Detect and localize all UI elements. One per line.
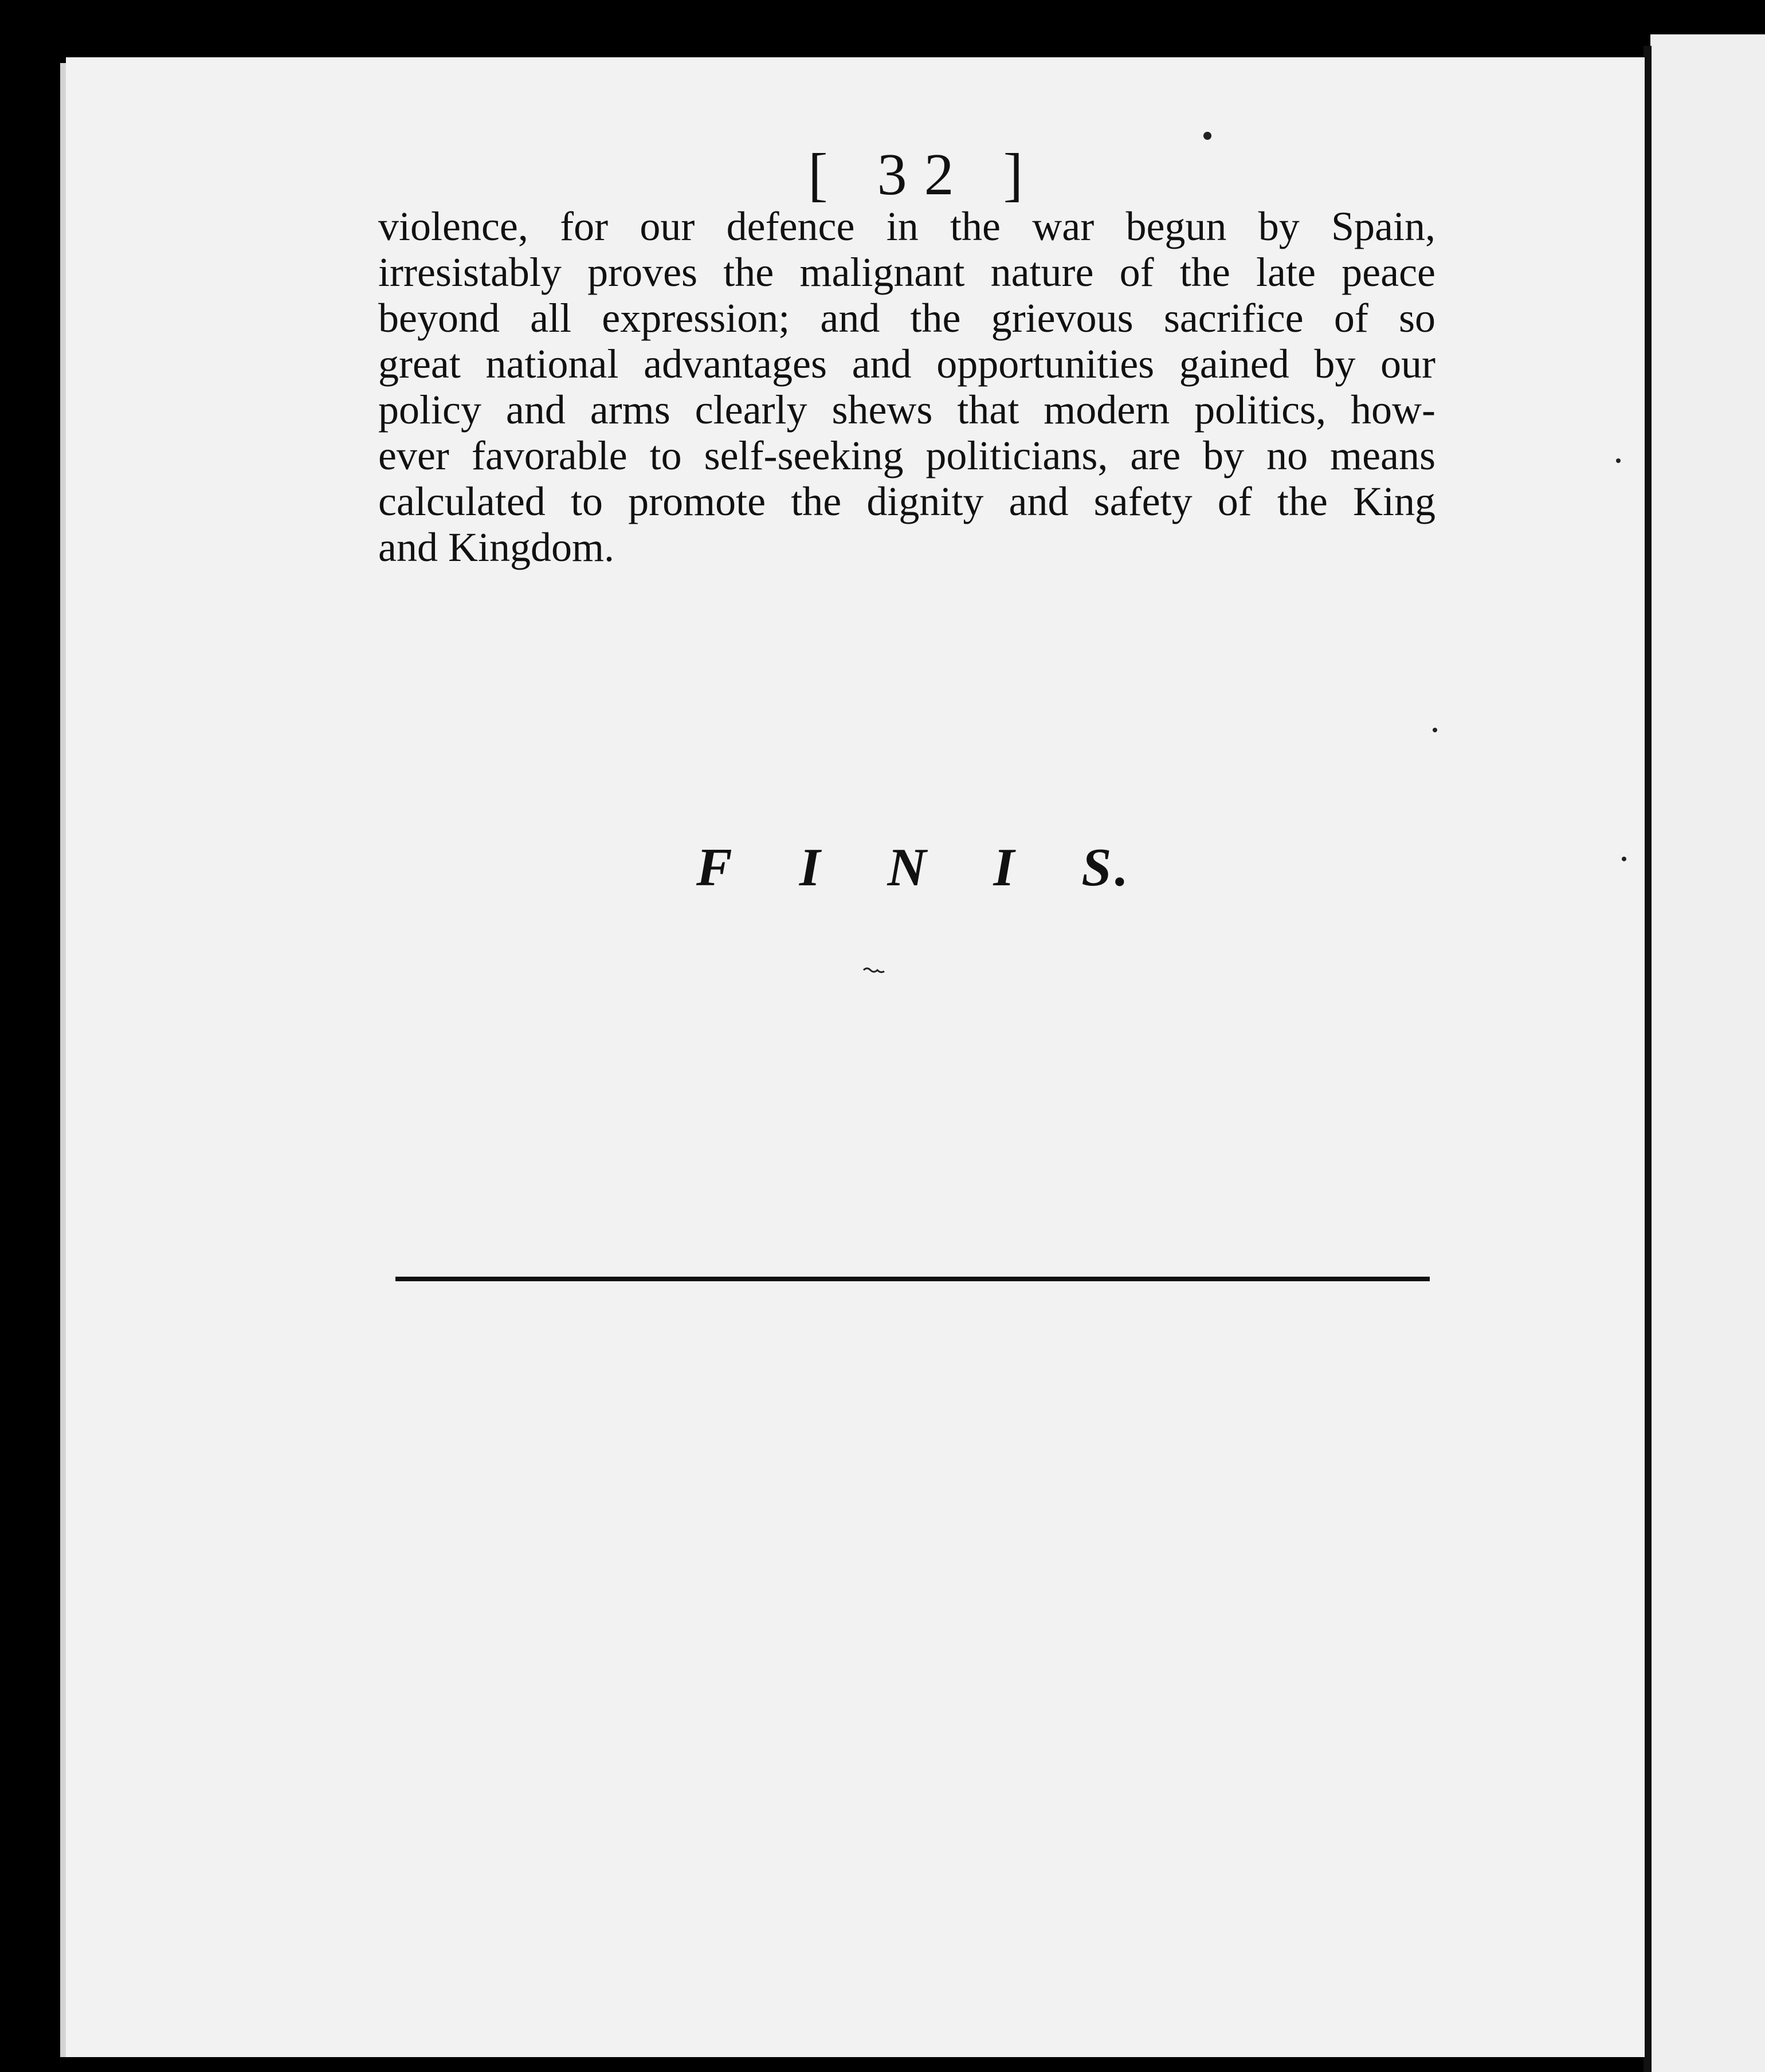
text-line: great national advantages and opportunities gained by our xyxy=(378,341,1435,387)
finis-letter: I xyxy=(799,838,824,897)
text-line: calculated to promote the dignity and safety of the King xyxy=(378,478,1435,524)
finis-letter: I xyxy=(993,838,1018,897)
text-line: violence, for our defence in the war begun by Spain, xyxy=(378,203,1435,249)
book-gutter xyxy=(1644,46,1652,2072)
body-paragraph xyxy=(378,203,1435,570)
text-line: ever favorable to self-seeking politicians, are by no means xyxy=(378,433,1435,478)
horizontal-rule xyxy=(395,1277,1430,1281)
text-line: irresistably proves the malignant nature of the late peace xyxy=(378,249,1435,295)
finis-letter: S. xyxy=(1081,838,1132,897)
text-line: and Kingdom. xyxy=(378,524,614,570)
text-line: policy and arms clearly shews that modern politics, how- xyxy=(378,387,1435,433)
finis-letter: N xyxy=(887,838,930,897)
printer-ornament-icon xyxy=(862,966,885,975)
ink-speck xyxy=(1203,132,1211,140)
ink-speck xyxy=(1616,458,1621,463)
ink-speck xyxy=(1622,857,1626,861)
page-number: [ 32 ] xyxy=(808,142,1041,207)
text-line: beyond all expression; and the grievous sacrifice of so xyxy=(378,295,1435,341)
finis-heading xyxy=(696,837,1132,898)
finis-letter: F xyxy=(696,838,736,897)
facing-page-edge xyxy=(1650,34,1765,2072)
ink-speck xyxy=(1433,728,1437,732)
